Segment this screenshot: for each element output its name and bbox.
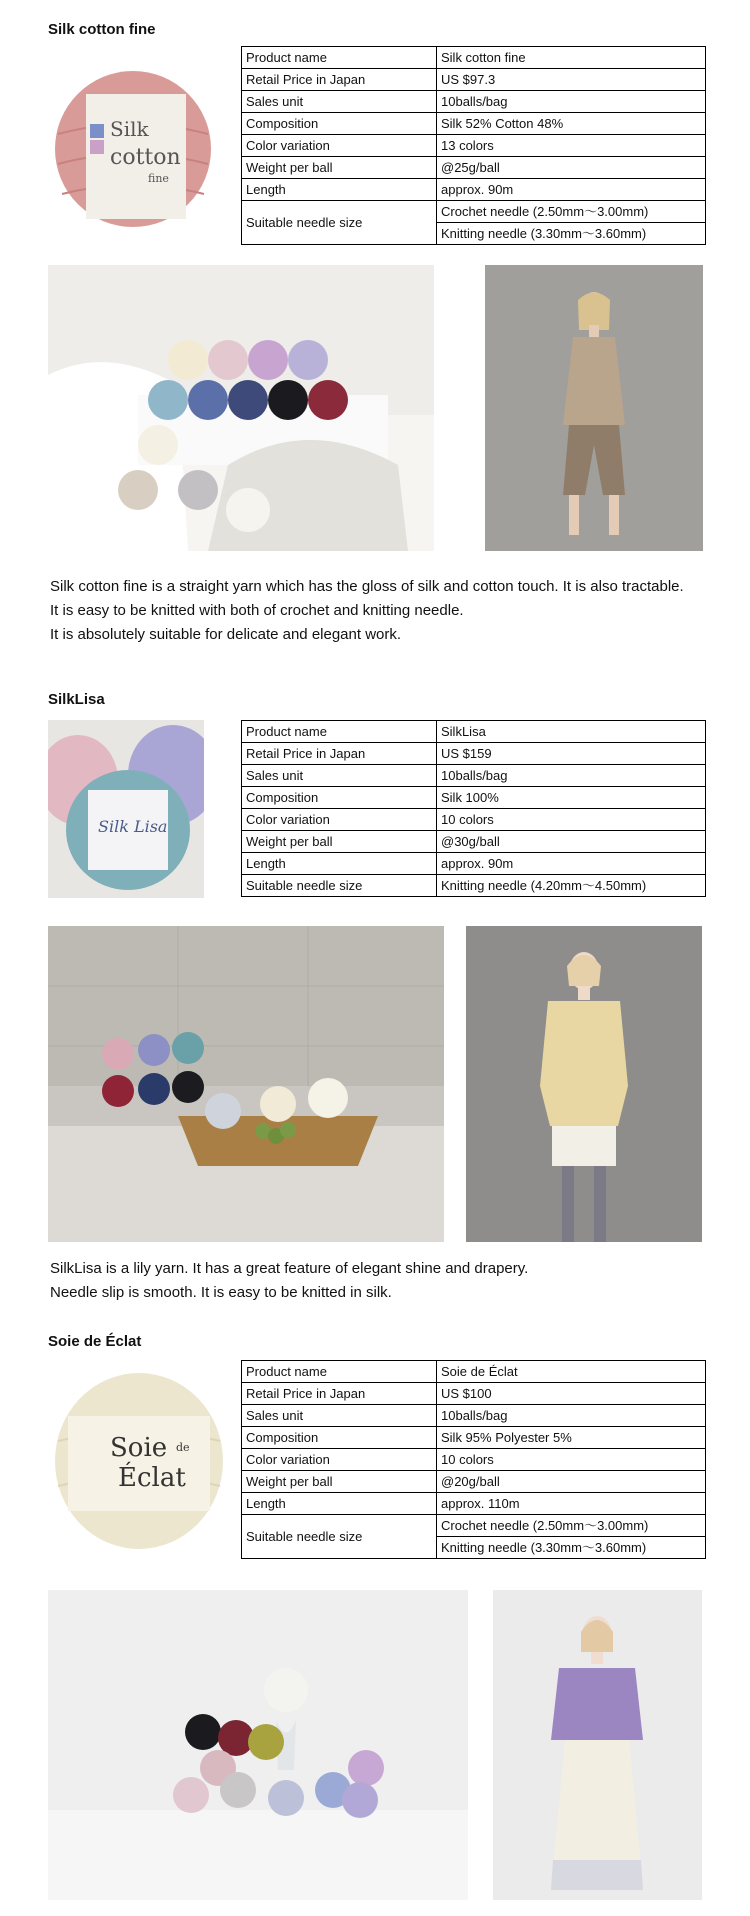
product-ball-image — [48, 1361, 230, 1557]
table-row — [242, 69, 706, 91]
spec-value: 13 colors — [437, 135, 706, 157]
svg-text:fine: fine — [148, 172, 169, 185]
model-wearing-top-illustration — [485, 265, 703, 551]
product-ball-image — [48, 720, 204, 898]
spec-table — [241, 46, 706, 245]
svg-text:cotton: cotton — [110, 145, 181, 170]
spec-value: Crochet needle (2.50mm～3.00mm) — [437, 1515, 706, 1537]
spec-value: 10 colors — [437, 809, 706, 831]
description-line: SilkLisa is a lily yarn. It has a great feature of elegant shine and drapery. — [50, 1260, 529, 1277]
spec-label: Sales unit — [242, 91, 437, 113]
spec-label: Sales unit — [242, 765, 437, 787]
spec-value: @30g/ball — [437, 831, 706, 853]
description-line: It is absolutely suitable for delicate and elegant work. — [50, 626, 402, 643]
spec-value: US $100 — [437, 1383, 706, 1405]
svg-text:Silk: Silk — [110, 117, 149, 141]
table-row — [242, 1471, 706, 1493]
spec-label: Product name — [242, 1361, 437, 1383]
product-description — [50, 575, 690, 647]
spec-value: US $159 — [437, 743, 706, 765]
spec-value: Silk 100% — [437, 787, 706, 809]
table-row — [242, 831, 706, 853]
table-row — [242, 91, 706, 113]
spec-label: Retail Price in Japan — [242, 69, 437, 91]
spec-label: Sales unit — [242, 1405, 437, 1427]
spec-value: 10 colors — [437, 1449, 706, 1471]
spec-label: Color variation — [242, 1449, 437, 1471]
table-row — [242, 201, 706, 223]
model-photo — [493, 1590, 702, 1900]
spec-value: Knitting needle (3.30mm～3.60mm) — [437, 1537, 706, 1559]
yarn-ball-illustration — [48, 1361, 230, 1557]
spec-value: Knitting needle (4.20mm～4.50mm) — [437, 875, 706, 897]
spec-label: Product name — [242, 721, 437, 743]
spec-value: Silk cotton fine — [437, 47, 706, 69]
spec-label: Color variation — [242, 809, 437, 831]
svg-text:Silk Lisa: Silk Lisa — [98, 817, 168, 836]
product-collection-photo — [48, 1590, 468, 1900]
spec-value: Knitting needle (3.30mm～3.60mm) — [437, 223, 706, 245]
spec-value: SilkLisa — [437, 721, 706, 743]
model-wearing-top-illustration — [493, 1590, 702, 1900]
spec-label: Length — [242, 1493, 437, 1515]
spec-value: 10balls/bag — [437, 1405, 706, 1427]
description-line: Needle slip is smooth. It is easy to be knitted in silk. — [50, 1284, 392, 1301]
description-line: It is easy to be knitted with both of crochet and knitting needle. — [50, 602, 464, 619]
spec-table — [241, 1360, 706, 1559]
svg-text:Soie: Soie — [110, 1433, 168, 1463]
spec-value: Crochet needle (2.50mm～3.00mm) — [437, 201, 706, 223]
spec-value: @25g/ball — [437, 157, 706, 179]
product-description — [50, 1257, 690, 1305]
spec-label: Weight per ball — [242, 1471, 437, 1493]
spec-value: approx. 110m — [437, 1493, 706, 1515]
table-row — [242, 135, 706, 157]
spec-label: Composition — [242, 1427, 437, 1449]
table-row — [242, 875, 706, 897]
yarn-collection-illustration — [48, 265, 434, 551]
product-collection-photo — [48, 926, 444, 1242]
product-title: Silk cotton fine — [48, 21, 156, 38]
table-row — [242, 809, 706, 831]
description-line: Silk cotton fine is a straight yarn which has the gloss of silk and cotton touch. It is also tractable. — [50, 578, 684, 595]
table-row — [242, 47, 706, 69]
table-row — [242, 1515, 706, 1537]
table-row — [242, 113, 706, 135]
spec-value: approx. 90m — [437, 179, 706, 201]
spec-label: Suitable needle size — [242, 201, 437, 245]
product-ball-image — [48, 54, 218, 230]
yarn-collection-illustration — [48, 1590, 468, 1900]
yarn-ball-illustration — [48, 720, 204, 898]
spec-label: Suitable needle size — [242, 875, 437, 897]
table-row — [242, 179, 706, 201]
svg-text:Éclat: Éclat — [118, 1463, 186, 1493]
spec-value: 10balls/bag — [437, 91, 706, 113]
table-row — [242, 743, 706, 765]
spec-value: @20g/ball — [437, 1471, 706, 1493]
spec-value: Silk 95% Polyester 5% — [437, 1427, 706, 1449]
svg-text:de: de — [176, 1441, 190, 1454]
spec-label: Weight per ball — [242, 157, 437, 179]
spec-label: Retail Price in Japan — [242, 1383, 437, 1405]
product-title: Soie de Éclat — [48, 1333, 142, 1350]
spec-label: Product name — [242, 47, 437, 69]
table-row — [242, 157, 706, 179]
spec-value: Silk 52% Cotton 48% — [437, 113, 706, 135]
model-photo — [466, 926, 702, 1242]
spec-value: Soie de Éclat — [437, 1361, 706, 1383]
table-row — [242, 1383, 706, 1405]
spec-value: 10balls/bag — [437, 765, 706, 787]
product-title: SilkLisa — [48, 691, 105, 708]
model-photo — [485, 265, 703, 551]
table-row — [242, 1427, 706, 1449]
spec-label: Weight per ball — [242, 831, 437, 853]
spec-label: Composition — [242, 113, 437, 135]
table-row — [242, 765, 706, 787]
table-row — [242, 1449, 706, 1471]
product-collection-photo — [48, 265, 434, 551]
table-row — [242, 1493, 706, 1515]
table-row — [242, 853, 706, 875]
table-row — [242, 787, 706, 809]
spec-label: Suitable needle size — [242, 1515, 437, 1559]
spec-label: Color variation — [242, 135, 437, 157]
yarn-collection-illustration — [48, 926, 444, 1242]
table-row — [242, 721, 706, 743]
yarn-ball-illustration — [48, 54, 218, 230]
spec-value: US $97.3 — [437, 69, 706, 91]
table-row — [242, 1361, 706, 1383]
spec-label: Composition — [242, 787, 437, 809]
spec-label: Length — [242, 853, 437, 875]
spec-value: approx. 90m — [437, 853, 706, 875]
spec-label: Length — [242, 179, 437, 201]
model-wearing-top-illustration — [466, 926, 702, 1242]
spec-table — [241, 720, 706, 897]
spec-label: Retail Price in Japan — [242, 743, 437, 765]
table-row — [242, 1405, 706, 1427]
